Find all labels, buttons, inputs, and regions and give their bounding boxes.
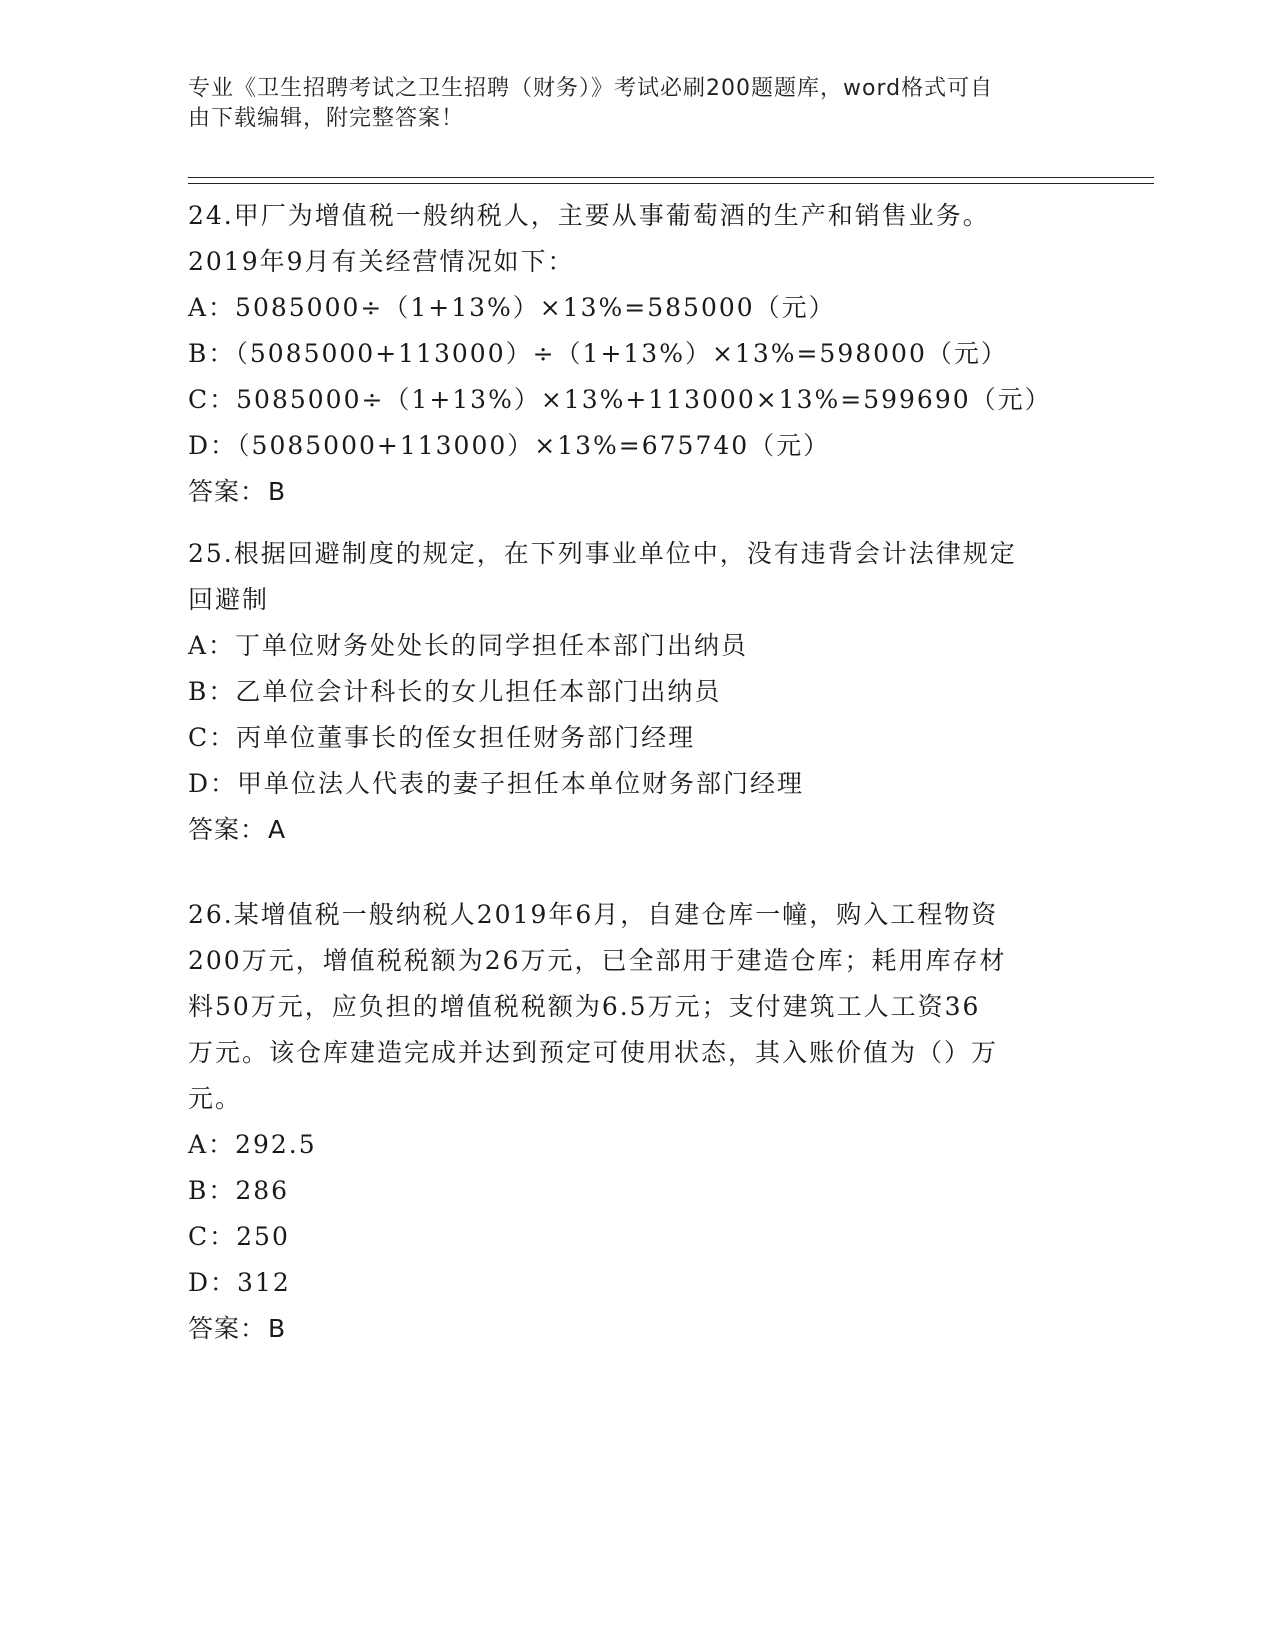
answer-line — [188, 469, 1088, 515]
answer-label: 答案： — [188, 815, 267, 844]
option-a: A：5085000÷（1+13%）×13%=585000（元） — [188, 293, 836, 322]
question-stem-line: 料50万元，应负担的增值税税额为6.5万元；支付建筑工人工资36 — [188, 992, 981, 1021]
option-b: B：286 — [188, 1176, 290, 1205]
option-d: D：甲单位法人代表的妻子担任本单位财务部门经理 — [188, 769, 805, 798]
question-stem-line: 200万元，增值税税额为26万元，已全部用于建造仓库；耗用库存材 — [188, 946, 1007, 975]
question-stem-line: 回避制 — [188, 585, 270, 614]
option-c: C：5085000÷（1+13%）×13%+113000×13%=599690（元） — [188, 385, 1052, 414]
question-stem-line: 元。 — [188, 1084, 243, 1113]
option-d: D：（5085000+113000）×13%=675740（元） — [188, 431, 831, 460]
answer-label: 答案： — [188, 477, 267, 506]
header-divider-bottom — [188, 183, 1154, 184]
answer-line — [188, 807, 1088, 853]
question-stem-line: 24.甲厂为增值税一般纳税人，主要从事葡萄酒的生产和销售业务。 — [188, 201, 990, 230]
question-stem-line: 25.根据回避制度的规定，在下列事业单位中，没有违背会计法律规定 — [188, 539, 1017, 568]
question-26 — [188, 892, 1088, 1352]
option-a: A：丁单位财务处处长的同学担任本部门出纳员 — [188, 631, 749, 660]
header-divider-top — [188, 177, 1154, 178]
answer-value: A — [268, 815, 287, 844]
question-24 — [188, 193, 1088, 515]
option-b: B：（5085000+113000）÷（1+13%）×13%=598000（元） — [188, 339, 1008, 368]
option-d: D：312 — [188, 1268, 291, 1297]
question-stem-line: 万元。该仓库建造完成并达到预定可使用状态，其入账价值为（）万 — [188, 1038, 999, 1067]
answer-label: 答案： — [188, 1314, 267, 1343]
option-a: A：292.5 — [188, 1130, 317, 1159]
question-25 — [188, 531, 1088, 853]
answer-value: B — [268, 477, 287, 506]
document-header — [188, 74, 1068, 134]
question-stem-line: 26.某增值税一般纳税人2019年6月，自建仓库一幢，购入工程物资 — [188, 900, 999, 929]
header-line-2: 由下载编辑，附完整答案！ — [188, 106, 465, 131]
answer-value: B — [268, 1314, 287, 1343]
question-stem-line: 2019年9月有关经营情况如下： — [188, 247, 575, 276]
header-line-1: 专业《卫生招聘考试之卫生招聘（财务）》考试必刷200题题库，word格式可自 — [188, 76, 994, 101]
option-c: C：250 — [188, 1222, 290, 1251]
option-c: C：丙单位董事长的侄女担任财务部门经理 — [188, 723, 696, 752]
answer-line — [188, 1306, 1088, 1352]
option-b: B：乙单位会计科长的女儿担任本部门出纳员 — [188, 677, 722, 706]
